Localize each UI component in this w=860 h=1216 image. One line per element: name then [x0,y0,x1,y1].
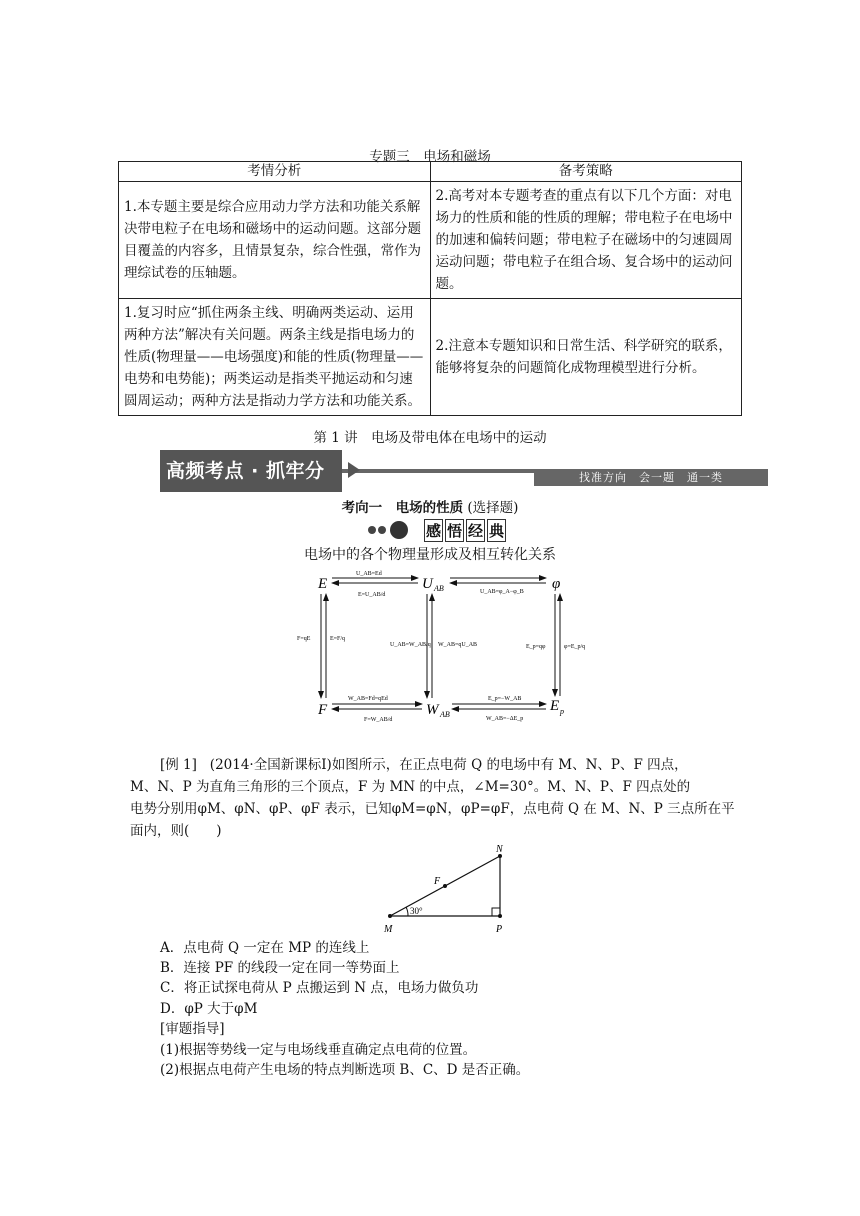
node-Ep: E [550,698,560,714]
svg-text:E_p=qφ: E_p=qφ [526,644,546,650]
svg-text:U_AB=Ed: U_AB=Ed [356,571,382,577]
option-a: A．点电荷 Q 一定在 MP 的连线上 [160,940,370,956]
svg-text:N: N [496,844,503,855]
topic-title: 专题三 电场和磁场 [369,149,491,165]
table-cell: 1.复习时应“抓住两条主线、明确两类运动、运用两种方法”解决有关问题。两条主线是指电场力的性质(物理量——电场强度)和能的性质(物理量——电势和电势能)；两类运动是指类平抛运动和匀速圆周运动；两种方法是指动力学方法和功能关系。 [119,299,431,416]
svg-text:W_AB=qU_AB: W_AB=qU_AB [438,642,478,648]
triangle-figure [378,842,518,938]
example-source: (2014·全国新课标Ⅰ) [209,757,332,773]
diagram-title: 电场中的各个物理量形成及相互转化关系 [304,547,556,563]
option-c: C．将正试探电荷从 P 点搬运到 N 点，电场力做负功 [160,980,479,996]
svg-text:F=W_AB/d: F=W_AB/d [364,717,393,723]
ganwu-badge [368,519,548,541]
table-header-analysis: 考情分析 [119,162,431,182]
table-cell: 2.注意本专题知识和日常生活、科学研究的联系，能够将复杂的问题简化成物理模型进行分析。 [430,299,742,416]
relation-diagram [290,568,600,728]
node-U-sub: AB [434,584,444,593]
play-arrow-icon [348,462,360,478]
node-E: E [318,576,328,592]
arrow-circle-icon [390,521,408,539]
guide-item: (1)根据等势线一定与电场线垂直确定点电荷的位置。 [160,1042,477,1058]
direction-type: (选择题) [467,500,519,516]
option-b: B．连接 PF 的线段一定在同一等势面上 [160,960,400,976]
direction-heading [0,496,860,516]
svg-text:M: M [384,924,393,935]
table-cell: 1.本专题主要是综合应用动力学方法和功能关系解决带电粒子在电场和磁场中的运动问题。这部分题目覆盖的内容多，且情景复杂，综合性强，常作为理综试卷的压轴题。 [119,182,431,299]
svg-text:W_AB=−ΔE_p: W_AB=−ΔE_p [486,716,524,722]
node-Ep-sub: p [560,707,564,716]
table-cell: 2.高考对本专题考查的重点有以下几个方面：对电场力的性质和能的性质的理解；带电粒子在电场中的加速和偏转问题；带电粒子在磁场中的匀速圆周运动问题；带电粒子在组合场、复合场中的运动问题。 [430,182,742,299]
svg-text:U_AB=φ_A−φ_B: U_AB=φ_A−φ_B [480,589,524,595]
direction-title: 考向一 电场的性质 [341,500,464,516]
section-banner [160,450,768,492]
guide-item: (2)根据点电荷产生电场的特点判断选项 B、C、D 是否正确。 [160,1062,530,1078]
table-row [119,182,742,299]
example-line: M、N、P 为直角三角形的三个顶点，F 为 MN 的中点，∠M=30°。M、N、P、F 四点处的 [130,779,691,795]
example-tag: [例 1] [160,757,197,773]
banner-right-label: 找准方向 会一题 通一类 [534,470,768,486]
svg-text:φ=E_p/q: φ=E_p/q [564,644,586,650]
option-d: D．φP 大于φM [160,1001,258,1017]
node-F: F [318,702,328,718]
table-header-strategy: 备考策略 [430,162,742,182]
svg-text:30°: 30° [410,906,423,916]
example-line: 电势分别用φM、φN、φP、φF 表示，已知φM=φN，φP=φF，点电荷 Q 在 M、N、P 三点所在平 [130,801,735,817]
example-line: 面内，则( ) [130,823,222,839]
banner-left-label: 高频考点 · 抓牢分 [160,450,342,492]
table-row [119,299,742,416]
svg-text:E=F/q: E=F/q [330,636,346,642]
svg-text:F=qE: F=qE [297,636,311,642]
svg-text:E=U_AB/d: E=U_AB/d [358,592,386,598]
node-W: W [426,702,439,718]
node-U: U [422,576,433,592]
guide-title: [审题指导] [160,1021,225,1037]
ganwu-label: 感 悟 经 典 [424,519,508,542]
lecture-title: 第 1 讲 电场及带电体在电场中的运动 [313,430,547,446]
svg-text:E_p=−W_AB: E_p=−W_AB [488,696,522,702]
example-paragraph: [例 1] (2014·全国新课标Ⅰ)如图所示，在正点电荷 Q 的电场中有 M、N、P、F 四点， M、N、P 为直角三角形的三个顶点，F 为 MN 的中点，∠M=30°。M、N、P、F 四点处的 电势分别用φM、φN、φP、φF 表示，已知φM=φN，φP=φF，点电荷 Q 在 M、N、P 三点所在平 面内，则( ) [130,754,742,842]
dot-icon [378,526,386,534]
svg-text:P: P [496,924,503,935]
svg-text:F: F [434,876,441,887]
node-phi: φ [552,576,561,592]
dot-icon [368,526,376,534]
svg-text:W_AB=Fd=qEd: W_AB=Fd=qEd [348,696,388,702]
node-W-sub: AB [440,710,450,719]
strategy-table [118,161,742,416]
svg-text:U_AB=W_AB/q: U_AB=W_AB/q [390,642,431,648]
